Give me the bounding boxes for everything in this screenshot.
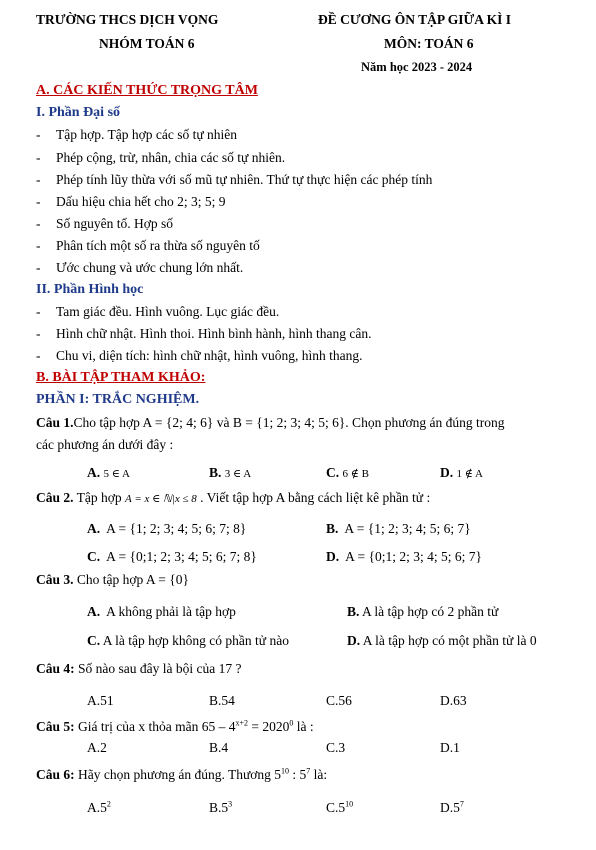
list-item: - Phép tính lũy thừa với số mũ tự nhiên. Thứ tự thực hiện các phép tính bbox=[36, 172, 433, 187]
question-2: Câu 2. Tập hợp A = x ∈ ℕ|x ≤ 8 . Viết tập hợp A bằng cách liệt kê phần tử : bbox=[36, 490, 431, 505]
q5-option-b: B.4 bbox=[209, 740, 229, 755]
question-1: Câu 1.Cho tập hợp A = {2; 4; 6} và B = {1; 2; 3; 4; 5; 6}. Chọn phương án đúng trong bbox=[36, 415, 505, 430]
question-5: Câu 5: Giá trị của x thỏa mãn $65 - 4^{x+2} = 2020^0$ là : bbox=[36, 718, 314, 734]
list-item: - Chu vi, diện tích: hình chữ nhật, hình vuông, hình thang. bbox=[36, 348, 363, 363]
q3-option-a: A. A không phải là tập hợp bbox=[87, 604, 236, 619]
q1-option-c: C. 6 ∉ B bbox=[326, 465, 369, 480]
q3-option-c: C. A là tập hợp không có phần tử nào bbox=[87, 633, 289, 648]
list-item: - Hình chữ nhật. Hình thoi. Hình bình hành, hình thang cân. bbox=[36, 326, 372, 341]
list-item: - Tập hợp. Tập hợp các số tự nhiên bbox=[36, 127, 238, 142]
list-item: - Ước chung và ước chung lớn nhất. bbox=[36, 260, 244, 275]
section-b-title: B. BÀI TẬP THAM KHẢO: bbox=[36, 370, 206, 385]
q1-option-d: D. 1 ∉ A bbox=[440, 465, 483, 480]
doc-title: ĐỀ CƯƠNG ÔN TẬP GIỮA KÌ I bbox=[318, 12, 512, 27]
q2-option-c: C. A = {0;1; 2; 3; 4; 5; 6; 7; 8} bbox=[87, 549, 257, 564]
part-i-title: PHẦN I: TRẮC NGHIỆM. bbox=[36, 392, 200, 407]
question-6: Câu 6: Hãy chọn phương án đúng. Thương $5^{10}$ : $5^7$ là: bbox=[36, 766, 328, 782]
part1-title: I. Phần Đại số bbox=[36, 105, 121, 120]
q5-option-a: A.2 bbox=[87, 740, 107, 755]
q1-option-b: B. 3 ∈ A bbox=[209, 465, 252, 480]
school-year: Năm học 2023 - 2024 bbox=[361, 60, 473, 74]
q2-option-b: B. A = {1; 2; 3; 4; 5; 6; 7} bbox=[326, 521, 471, 536]
q6-option-d: $D.5^7$ bbox=[440, 799, 464, 815]
q6-option-a: $A.5^2$ bbox=[87, 799, 111, 815]
question-3: Câu 3. Cho tập hợp A = {0} bbox=[36, 572, 189, 587]
question-1-cont: các phương án dưới đây : bbox=[36, 437, 174, 452]
q6-option-c: $C.5^{10}$ bbox=[326, 799, 354, 815]
q4-option-b: B.54 bbox=[209, 693, 235, 708]
question-4: Câu 4: Số nào sau đây là bội của 17 ? bbox=[36, 661, 242, 676]
doc-subject: MÔN: TOÁN 6 bbox=[384, 36, 474, 51]
q3-option-b: B. A là tập hợp có 2 phần tử bbox=[347, 604, 499, 619]
q5-option-c: C.3 bbox=[326, 740, 346, 755]
q3-option-d: D. A là tập hợp có một phần tử là 0 bbox=[347, 633, 537, 648]
list-item: - Phân tích một số ra thừa số nguyên tố bbox=[36, 238, 260, 253]
q4-option-c: C.56 bbox=[326, 693, 352, 708]
q2-option-d: D. A = {0;1; 2; 3; 4; 5; 6; 7} bbox=[326, 549, 482, 564]
q2-option-a: A. A = {1; 2; 3; 4; 5; 6; 7; 8} bbox=[87, 521, 247, 536]
list-item: - Phép cộng, trừ, nhân, chia các số tự nhiên. bbox=[36, 150, 286, 165]
school-name: TRƯỜNG THCS DỊCH VỌNG bbox=[36, 12, 219, 27]
group-name: NHÓM TOÁN 6 bbox=[99, 36, 195, 51]
list-item: - Tam giác đều. Hình vuông. Lục giác đều. bbox=[36, 304, 280, 319]
list-item: - Dấu hiệu chia hết cho 2; 3; 5; 9 bbox=[36, 194, 226, 209]
q5-option-d: D.1 bbox=[440, 740, 460, 755]
q1-option-a: A. 5 ∈ A bbox=[87, 465, 130, 480]
q4-option-d: D.63 bbox=[440, 693, 467, 708]
part2-title: II. Phần Hình học bbox=[36, 282, 144, 297]
list-item: - Số nguyên tố. Hợp số bbox=[36, 216, 174, 231]
q6-option-b: $B.5^3$ bbox=[209, 799, 233, 815]
q4-option-a: A.51 bbox=[87, 693, 114, 708]
section-a-title: A. CÁC KIẾN THỨC TRỌNG TÂM bbox=[36, 83, 258, 98]
